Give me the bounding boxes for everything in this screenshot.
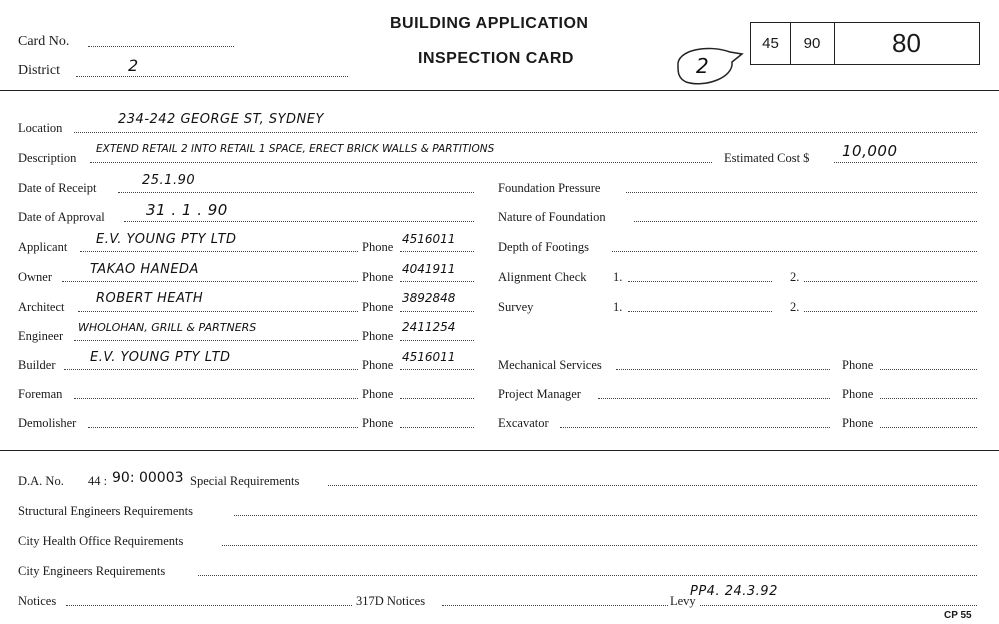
applicant-value: E.V. YOUNG PTY LTD xyxy=(96,232,237,247)
foreman-phone-label: Phone xyxy=(362,387,394,401)
owner-phone-label: Phone xyxy=(362,270,394,284)
levy-value: PP4. 24.3.92 xyxy=(690,584,778,599)
city-engineers-label: City Engineers Requirements xyxy=(18,564,166,578)
box-cell-3: 80 xyxy=(892,28,921,58)
survey-2: 2. xyxy=(790,300,800,314)
depth-footings-label: Depth of Footings xyxy=(498,240,589,254)
notices-label: Notices xyxy=(18,594,57,608)
builder-phone-label: Phone xyxy=(362,358,394,372)
date-approval-label: Date of Approval xyxy=(18,210,105,224)
estimated-cost-label: Estimated Cost $ xyxy=(724,151,810,165)
estimated-cost-value: 10,000 xyxy=(842,142,898,160)
footer-code: CP 55 xyxy=(944,610,972,621)
project-manager-phone-label: Phone xyxy=(842,387,874,401)
location-value: 234-242 GEORGE ST, SYDNEY xyxy=(118,112,324,127)
owner-phone: 4041911 xyxy=(402,262,456,276)
card-number-box xyxy=(750,22,980,65)
foundation-pressure-label: Foundation Pressure xyxy=(498,181,601,195)
alignment-check-2: 2. xyxy=(790,270,800,284)
architect-phone: 3892848 xyxy=(402,291,456,305)
builder-value: E.V. YOUNG PTY LTD xyxy=(90,350,231,365)
survey-label: Survey xyxy=(498,300,534,314)
da-prefix: 44 : xyxy=(88,474,108,488)
engineer-phone-label: Phone xyxy=(362,329,394,343)
applicant-label: Applicant xyxy=(18,240,68,254)
date-receipt-label: Date of Receipt xyxy=(18,181,97,195)
card-no-label: Card No. xyxy=(18,34,70,49)
structural-label: Structural Engineers Requirements xyxy=(18,504,193,518)
description-value: EXTEND RETAIL 2 INTO RETAIL 1 SPACE, ERECT BRICK WALLS & PARTITIONS xyxy=(96,143,495,155)
district-label: District xyxy=(18,63,60,78)
district-line xyxy=(76,76,348,77)
city-health-label: City Health Office Requirements xyxy=(18,534,184,548)
mechanical-phone-label: Phone xyxy=(842,358,874,372)
circled-mark-text: 2 xyxy=(696,54,710,78)
levy-label: Levy xyxy=(670,594,696,608)
excavator-label: Excavator xyxy=(498,416,549,430)
date-approval-value: 31 . 1 . 90 xyxy=(146,201,228,219)
owner-value: TAKAO HANEDA xyxy=(90,262,199,277)
date-receipt-value: 25.1.90 xyxy=(142,173,196,188)
engineer-phone: 2411254 xyxy=(402,320,456,334)
nature-foundation-label: Nature of Foundation xyxy=(498,210,606,224)
owner-label: Owner xyxy=(18,270,53,284)
form-subtitle: INSPECTION CARD xyxy=(418,50,574,67)
section-divider xyxy=(0,450,999,451)
applicant-phone: 4516011 xyxy=(402,232,456,246)
builder-phone: 4516011 xyxy=(402,350,456,364)
demolisher-phone-label: Phone xyxy=(362,416,394,430)
description-label: Description xyxy=(18,151,77,165)
alignment-check-label: Alignment Check xyxy=(498,270,587,284)
box-cell-2: 90 xyxy=(790,23,835,64)
demolisher-label: Demolisher xyxy=(18,416,77,430)
special-requirements-label: Special Requirements xyxy=(190,474,300,488)
engineer-label: Engineer xyxy=(18,329,64,343)
alignment-check-1: 1. xyxy=(613,270,623,284)
survey-1: 1. xyxy=(613,300,623,314)
card-no-line xyxy=(88,46,234,47)
applicant-phone-label: Phone xyxy=(362,240,394,254)
da-value: 90: 00003 xyxy=(112,470,184,486)
da-no-label: D.A. No. xyxy=(18,474,64,488)
engineer-value: WHOLOHAN, GRILL & PARTNERS xyxy=(78,321,257,334)
form-title: BUILDING APPLICATION xyxy=(390,15,589,32)
foreman-label: Foreman xyxy=(18,387,63,401)
box-cell-1: 45 xyxy=(751,23,791,64)
location-label: Location xyxy=(18,121,63,135)
project-manager-label: Project Manager xyxy=(498,387,581,401)
district-value: 2 xyxy=(128,56,139,75)
builder-label: Builder xyxy=(18,358,56,372)
architect-value: ROBERT HEATH xyxy=(96,291,204,306)
excavator-phone-label: Phone xyxy=(842,416,874,430)
architect-label: Architect xyxy=(18,300,65,314)
architect-phone-label: Phone xyxy=(362,300,394,314)
mechanical-services-label: Mechanical Services xyxy=(498,358,602,372)
notices-317d-label: 317D Notices xyxy=(356,594,426,608)
header-divider xyxy=(0,90,999,91)
